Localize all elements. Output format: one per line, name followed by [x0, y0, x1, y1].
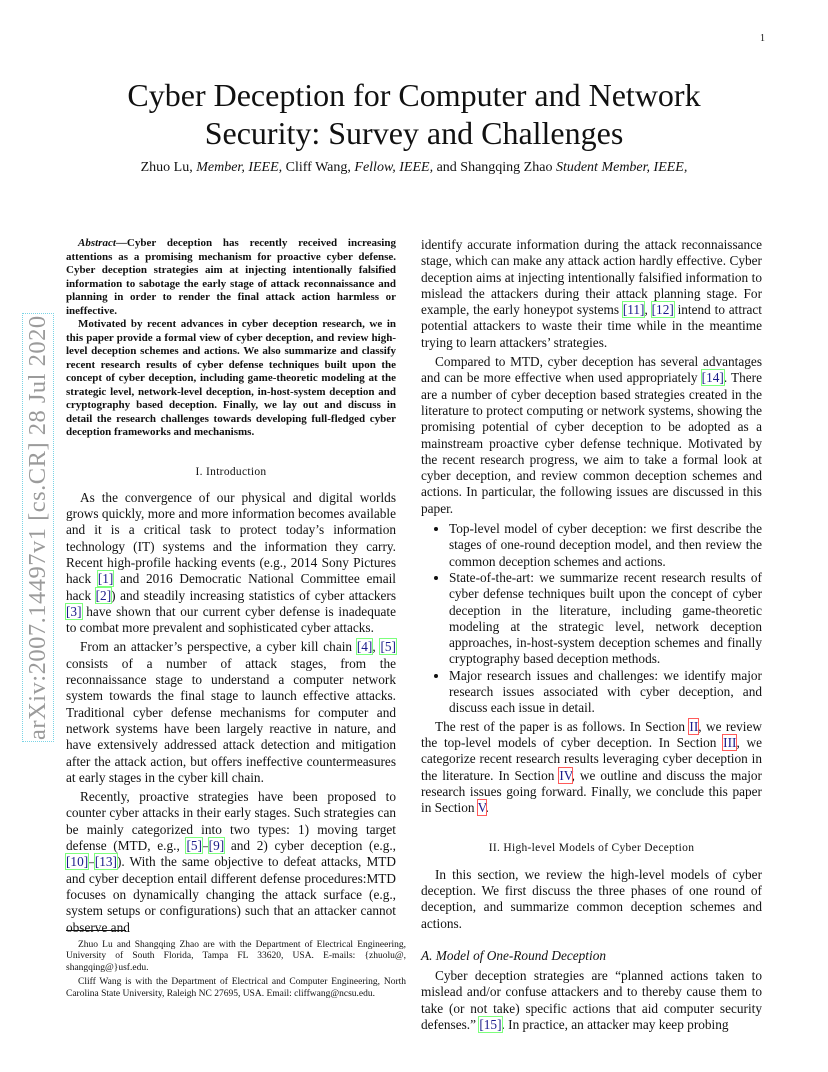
citation-link[interactable]: [5] — [186, 838, 202, 854]
models-paragraph-1: In this section, we review the high-level models of cyber deception. We first discuss the three phases of one round of deception, and summarize common deception schemes and actions. — [421, 866, 762, 931]
text: , we categorize recent research results leveraging cyber deception in the literature. In Section — [421, 734, 762, 783]
text: ) and steadily increasing statistics of cyber attackers — [111, 587, 396, 603]
right-column — [421, 237, 762, 1033]
list-item: • Top-level model of cyber deception: we first describe the stages of one-round deception model, and then review the common deception schemes and actions. — [449, 521, 762, 570]
text: . — [485, 800, 489, 816]
text: have shown that our current cyber defense is inadequate to combat more prevalent and sophisticated cyber attacks. — [66, 603, 396, 636]
list-item: • State-of-the-art: we summarize recent research results of cyber defense techniques built upon the concept of cyber deception in the literature, including game-theoretic modeling at the strategic level, network deception approaches, in-host-system deception schemes and finally cryptography based deception methods. — [449, 570, 762, 668]
intro-paragraph-1 — [66, 490, 396, 637]
footnotes — [66, 940, 406, 1003]
text: Cyber deception strategies are “planned actions taken to mislead and/or confuse attackers and to thereby cause them to take (or not take) specific actions that aid computer security defenses.” — [421, 968, 762, 1033]
citation-link[interactable]: [13] — [94, 854, 117, 870]
subsection-heading: A. Model of One-Round Deception — [421, 947, 606, 963]
citation-link[interactable]: [5] — [380, 639, 396, 655]
text: Compared to MTD, cyber deception has several advantages and can be more effective when used appropriately — [421, 354, 762, 386]
intro-paragraph-4 — [421, 354, 762, 517]
abstract-label: Abstract — [78, 237, 116, 249]
page-number: 1 — [760, 33, 765, 44]
author-3: and Shangqing Zhao — [433, 160, 556, 175]
list-item: • Major research issues and challenges: we identify major research issues associated with cyber deception, and discuss each issue in detail. — [449, 668, 762, 717]
author-1-role: Member, IEEE, — [196, 160, 283, 175]
text: From an attacker’s perspective, a cyber kill chain — [80, 639, 357, 655]
text: consists of a number of attack stages, from the reconnaissance stage to understand a computer network system towards the final stage to launch effective attacks. Traditional cyber defense mechanisms for computer and network systems have been largely reactive in nature, and have extensively addressed attack detection and mitigation after the attack action, but offers ineffective countermeasures at early stages in the cyber kill chain. — [66, 655, 396, 785]
text: . There are a number of cyber deception based strategies created in the literature to protect computing or network systems, showing the promising potential of cyber deception to be adopted as a mainstream proactive cyber defense technique. Motivated by the recent research progress, we aim to take a formal look at cyber deception, and review common deception schemes and actions. In particular, the following issues are discussed in this paper. — [421, 370, 762, 516]
footnote-2: Cliff Wang is with the Department of Electrical and Computer Engineering, North Carolina State University, Raleigh NC 27695, USA. Email: cliffwang@ncsu.edu. — [66, 977, 406, 999]
citation-link[interactable]: [14] — [701, 370, 724, 386]
text: , — [644, 302, 652, 318]
author-2-role: Fellow, IEEE, — [354, 160, 434, 175]
section-heading-introduction: I. Introduction — [195, 465, 267, 478]
abstract-text-1: —Cyber deception has recently received increasing attentions as a promising mechanism for proactive cyber defense. Cyber deception strategies aim at injecting intentionally falsified information to sabotage the early stage of attack reconnaissance and planning in order to render the final attack action harmless or ineffective. — [66, 237, 396, 317]
citation-link[interactable]: [1] — [97, 571, 114, 587]
citation-link[interactable]: [9] — [208, 838, 225, 854]
text: Recently, proactive strategies have been proposed to counter cyber attacks in their early stages. Such strategies can be mainly categorized into two types: 1) moving target defense (MTD, e.g., — [66, 789, 396, 854]
text: intend to attract potential attackers to waste their time while in the meantime trying to learn attackers’ strategies. — [421, 302, 762, 350]
citation-link[interactable]: [3] — [66, 603, 82, 619]
title-line-2: Security: Survey and Challenges — [204, 115, 624, 151]
contribution-list — [421, 521, 762, 717]
intro-paragraph-3 — [66, 789, 396, 936]
intro-paragraph-5 — [421, 719, 762, 817]
citation-link[interactable]: [4] — [356, 639, 373, 655]
arxiv-stamp-text: arXiv:2007.14497v1 [cs.CR] 28 Jul 2020 — [24, 315, 51, 740]
intro-paragraph-3-cont — [421, 237, 762, 351]
text: – — [88, 854, 95, 870]
section-link[interactable]: V — [477, 800, 486, 816]
intro-paragraph-2 — [66, 639, 396, 786]
text: identify accurate information during the attack reconnaissance stage, which can make any attack action hardly effective. Cyber deception aims at injecting intentionally falsified information to mislead the attackers during their attack planning stage. For example, the early honeypot systems — [421, 237, 762, 318]
section-link[interactable]: IV — [559, 767, 572, 783]
author-list — [80, 160, 748, 176]
text: The rest of the paper is as follows. In Section — [435, 718, 690, 734]
citation-link[interactable]: [10] — [66, 854, 89, 870]
author-1: Zhuo Lu, — [140, 160, 197, 175]
author-2: Cliff Wang, — [282, 160, 355, 175]
left-column — [66, 237, 396, 936]
text: , — [372, 639, 381, 655]
text: , we review the top-level models of cyber deception. In Section — [421, 718, 763, 750]
paper-title — [80, 76, 748, 152]
section-link[interactable]: II — [689, 718, 699, 734]
abstract — [66, 237, 396, 440]
text: – — [201, 838, 209, 854]
citation-link[interactable]: [12] — [651, 302, 674, 318]
text: and 2016 Democratic National Committee email hack — [66, 571, 396, 603]
arxiv-stamp[interactable] — [20, 270, 56, 740]
citation-link[interactable]: [15] — [479, 1017, 502, 1033]
section-link[interactable]: III — [723, 734, 737, 750]
text: and 2) cyber deception (e.g., — [224, 838, 396, 854]
footnote-1: Zhuo Lu and Shangqing Zhao are with the Department of Electrical Engineering, University of South Florida, Tampa FL 33620, USA. E-mails: {zhuolu@, shangqing@}usf.edu. — [66, 940, 406, 973]
text: ). With the same objective to defeat attacks, MTD and cyber deception entail different defense procedures:MTD focuses on dynamically changing the attack surface (e.g., system setups or configurations) such that an attacker cannot observe and — [66, 854, 396, 935]
abstract-paragraph-2: Motivated by recent advances in cyber deception research, we in this paper provide a formal view of cyber deception, and review high-level deception schemes and actions. We also summarize and classify recent research results of cyber defense techniques built upon the concept of cyber deception, including game-theoretic modeling at the strategic level, network-level deception, in-host-system deception and cryptography based deception. Finally, we lay out and discuss in detail the research challenges towards developing full-fledged cyber deception frameworks and mechanisms. — [66, 318, 396, 438]
text: , we outline and discuss the major research issues going forward. Finally, we conclude this paper in Section — [421, 767, 762, 816]
text: . In practice, an attacker may keep probing — [501, 1017, 729, 1033]
text: As the convergence of our physical and digital worlds grows quickly, more and more information becomes available and it is a critical task to protect today’s information technology (IT) systems and the information they carry. Recent high-profile hacking events (e.g., 2014 Sony Pictures hack — [66, 489, 396, 587]
citation-link[interactable]: [11] — [622, 302, 645, 318]
abstract-paragraph-1 — [66, 237, 396, 318]
author-3-role: Student Member, IEEE, — [555, 160, 688, 175]
models-paragraph-2 — [421, 968, 762, 1033]
section-heading-models: II. High-level Models of Cyber Deception — [488, 842, 695, 855]
footnote-rule — [66, 930, 126, 931]
citation-link[interactable]: [2] — [95, 587, 112, 603]
title-line-1: Cyber Deception for Computer and Network — [127, 77, 701, 113]
